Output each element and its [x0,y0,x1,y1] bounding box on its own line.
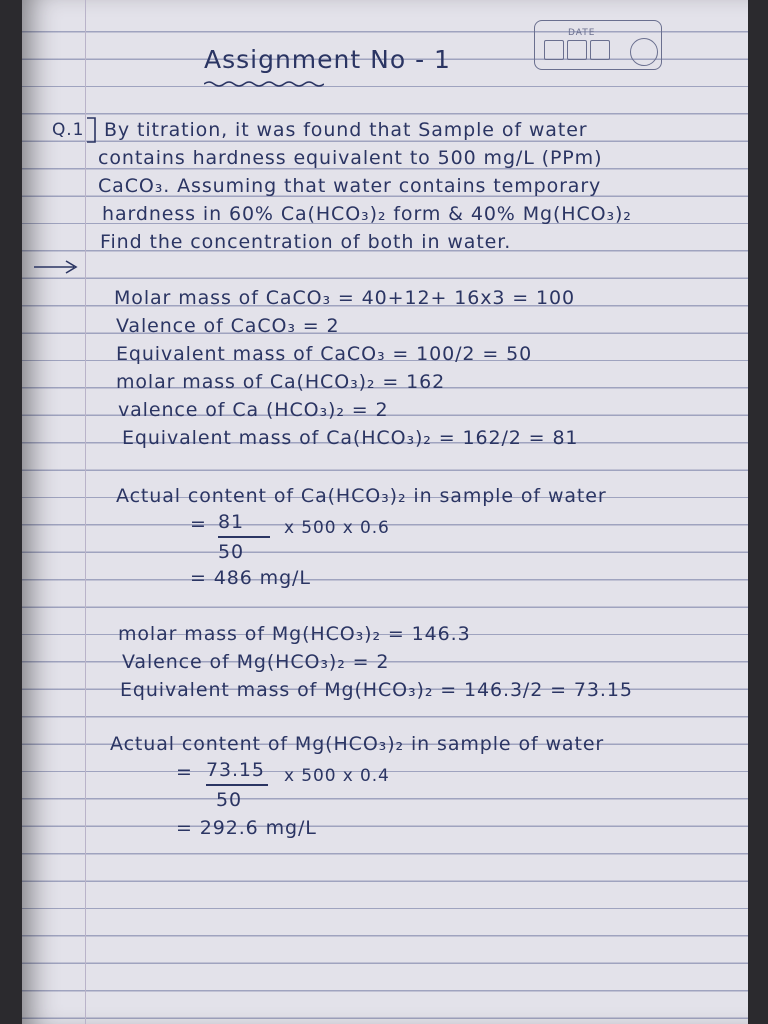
fraction-denominator: 50 [218,541,244,563]
fraction-bar [206,784,268,786]
date-label: DATE [568,28,596,38]
solution-line: Valence of CaCO₃ = 2 [116,315,340,337]
equals-sign: = [190,513,207,535]
arrow-icon [32,258,80,276]
calc-result: = 486 mg/L [190,567,311,589]
title-underline [204,80,324,88]
solution-line: Equivalent mass of CaCO₃ = 100/2 = 50 [116,343,533,365]
calc-expression: x 500 x 0.4 [284,766,390,786]
fraction-numerator: 73.15 [206,759,265,781]
date-cell [567,40,587,60]
fraction-numerator: 81 [218,511,244,533]
solution-line: molar mass of Ca(HCO₃)₂ = 162 [116,371,446,393]
calc-result: = 292.6 mg/L [176,817,317,839]
question-line: By titration, it was found that Sample of water [104,119,588,141]
date-circle [630,38,658,66]
question-line: Find the concentration of both in water. [100,231,512,253]
equals-sign: = [176,761,193,783]
solution-line: Molar mass of CaCO₃ = 40+12+ 16x3 = 100 [114,287,575,309]
solution-line: valence of Ca (HCO₃)₂ = 2 [118,399,389,421]
page-margin-line [85,0,86,1024]
calc-heading: Actual content of Ca(HCO₃)₂ in sample of water [116,485,607,507]
question-line: hardness in 60% Ca(HCO₃)₂ form & 40% Mg(HCO₃)₂ [102,203,632,225]
solution-line: Equivalent mass of Mg(HCO₃)₂ = 146.3/2 = 73.15 [120,679,633,701]
question-line: contains hardness equivalent to 500 mg/L (PPm) [98,147,603,169]
calc-expression: x 500 x 0.6 [284,518,390,538]
date-cell [544,40,564,60]
solution-line: Valence of Mg(HCO₃)₂ = 2 [122,651,390,673]
assignment-title: Assignment No - 1 [204,45,451,74]
notebook-page [22,0,748,1024]
fraction-bar [218,536,270,538]
solution-line: Equivalent mass of Ca(HCO₃)₂ = 162/2 = 81 [122,427,579,449]
fraction-denominator: 50 [216,789,242,811]
question-number: Q.1 [52,120,85,140]
solution-line: molar mass of Mg(HCO₃)₂ = 146.3 [118,623,471,645]
question-line: CaCO₃. Assuming that water contains temporary [98,175,602,197]
date-cell [590,40,610,60]
calc-heading: Actual content of Mg(HCO₃)₂ in sample of water [110,733,605,755]
question-bracket [84,116,98,144]
